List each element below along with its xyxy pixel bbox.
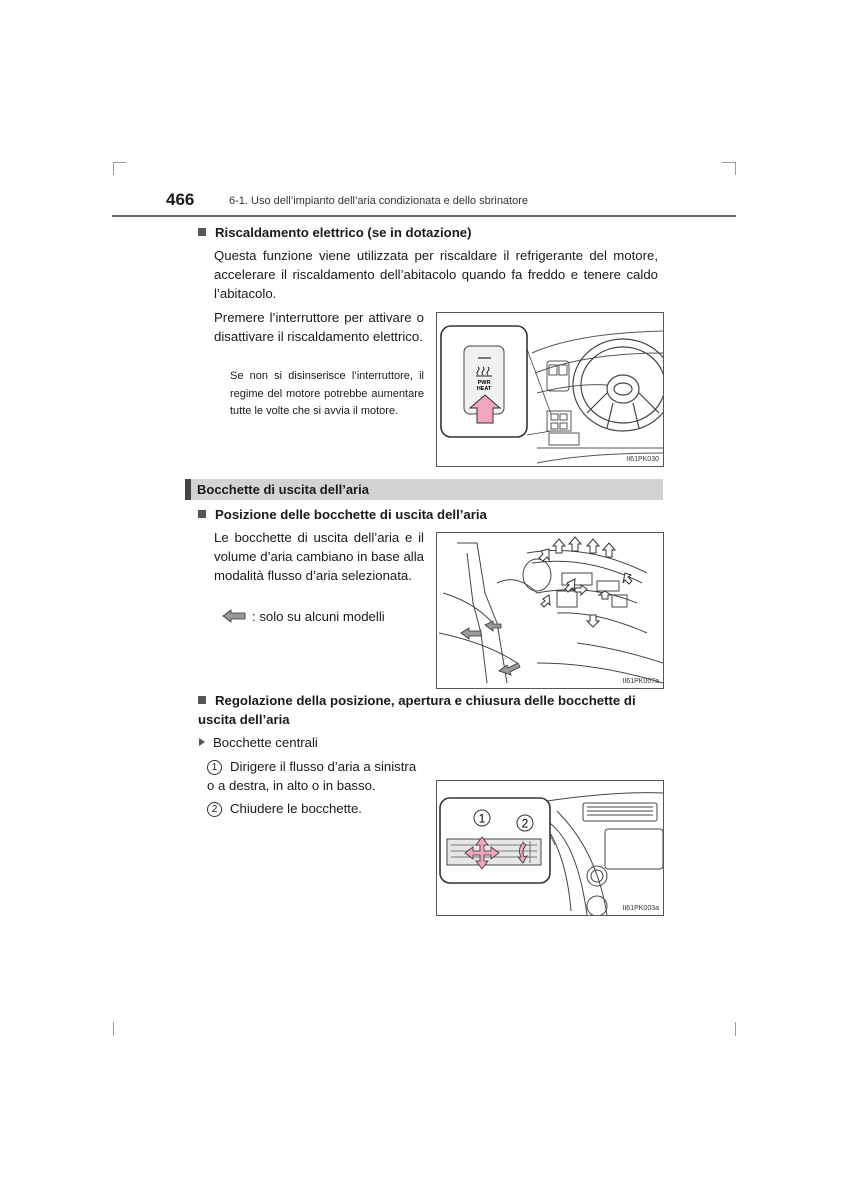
paragraph: Le bocchette di uscita dell’aria e il volume d’aria cambiano in base alla modalità flusso d’aria selezionata. bbox=[214, 530, 424, 583]
section-heading-electric-heating: Riscaldamento elettrico (se in dotazione) bbox=[198, 223, 471, 242]
dashboard-illustration bbox=[437, 313, 663, 466]
sub-heading-central-vents: Bocchette centrali bbox=[199, 733, 318, 752]
figure-code: II61PK003a bbox=[622, 905, 659, 912]
note-text: Se non si disinserisce l’interruttore, il regime del motore potrebbe aumentare tutte le volte che si avvia il motore. bbox=[230, 370, 424, 417]
crop-mark bbox=[113, 162, 114, 175]
vent-illustration bbox=[437, 781, 663, 915]
crop-mark bbox=[113, 1022, 114, 1036]
switch-label-heat: HEAT bbox=[476, 386, 492, 392]
instruction-text: Premere l’interruttore per attivare o disattivare il riscaldamento elettrico. bbox=[214, 310, 424, 344]
crop-mark bbox=[722, 162, 735, 163]
section-accent bbox=[185, 479, 191, 500]
step-number: 2 bbox=[207, 802, 222, 817]
square-bullet-icon bbox=[198, 696, 206, 704]
chapter-title: 6-1. Uso dell’impianto dell’aria condizionata e dello sbrinatore bbox=[229, 195, 529, 207]
square-bullet-icon bbox=[198, 228, 206, 236]
crop-mark bbox=[735, 1022, 736, 1036]
legend: : solo su alcuni modelli bbox=[222, 607, 385, 626]
figure-code: II61PK007a bbox=[622, 678, 659, 685]
section-title: Bocchette di uscita dell’aria bbox=[197, 482, 369, 497]
step-2: 2 Chiudere le bocchette. bbox=[207, 799, 425, 818]
cabin-illustration bbox=[437, 533, 663, 688]
section-heading-vent-adjustment: Regolazione della posizione, apertura e chiusura delle bocchette di uscita dell’aria bbox=[198, 693, 636, 727]
optional-vent-arrow-icon bbox=[222, 609, 246, 623]
callout-2: 2 bbox=[521, 816, 529, 831]
figure-power-heat-switch bbox=[436, 312, 664, 467]
crop-mark bbox=[735, 162, 736, 175]
triangle-bullet-icon bbox=[199, 738, 205, 746]
callout-1: 1 bbox=[478, 811, 486, 826]
figure-vent-positions bbox=[436, 532, 664, 689]
figure-central-vents bbox=[436, 780, 664, 916]
switch-label-pwr: PWR bbox=[477, 380, 491, 386]
crop-mark bbox=[113, 162, 126, 163]
page-number: 466 bbox=[166, 190, 195, 209]
figure-code: II61PK030 bbox=[626, 456, 659, 463]
square-bullet-icon bbox=[198, 510, 206, 518]
step-1: 1 Dirigere il flusso d’aria a sinistra o a destra, in alto o in basso. bbox=[207, 759, 417, 793]
header-divider bbox=[112, 215, 736, 217]
step-number: 1 bbox=[207, 760, 222, 775]
section-heading-vent-positions: Posizione delle bocchette di uscita dell’aria bbox=[198, 505, 487, 524]
paragraph: Questa funzione viene utilizzata per riscaldare il refrigerante del motore, accelerare il riscaldamento dell’abitacolo quando fa freddo e tenere caldo l’abitacolo. bbox=[214, 248, 658, 301]
section-title-bar bbox=[185, 479, 663, 500]
